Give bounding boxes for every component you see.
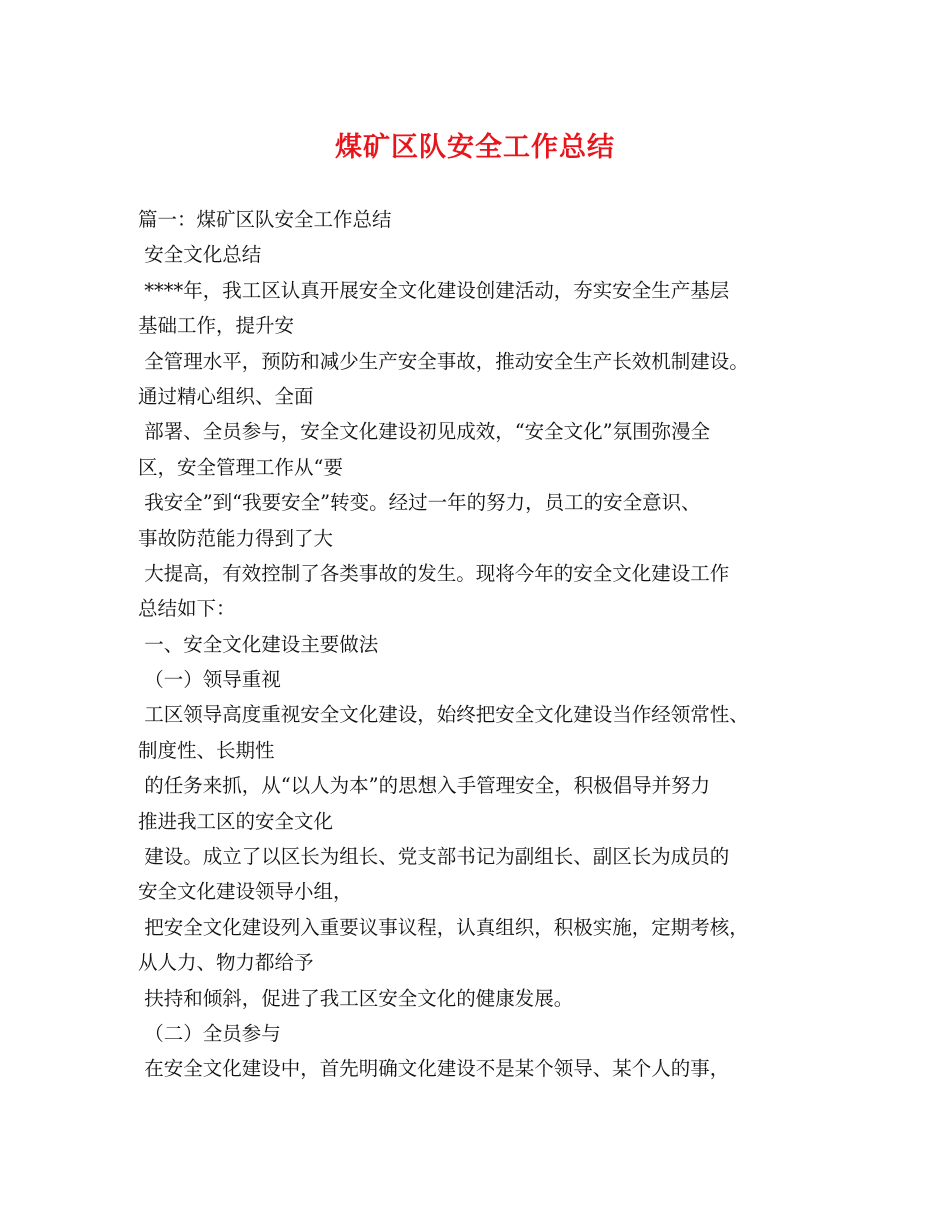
text-line: 在安全文化建设中，首先明确文化建设不是某个领导、某个人的事， <box>138 1057 730 1081</box>
text-line: 我安全”到“我要安全”转变。经过一年的努力，员工的安全意识、 <box>138 491 701 515</box>
text-line: 全管理水平，预防和减少生产安全事故，推动安全生产长效机制建设。 <box>138 349 749 373</box>
text-line: 部署、全员参与，安全文化建设初见成效，“安全文化”氛围弥漫全 <box>138 420 711 444</box>
text-line: 的任务来抓，从“以人为本”的思想入手管理安全，积极倡导并努力 <box>138 774 711 798</box>
text-line: 建设。成立了以区长为组长、党支部书记为副组长、副区长为成员的 <box>138 845 730 869</box>
text-line: 安全文化建设领导小组， <box>138 880 353 904</box>
text-line: 扶持和倾斜，促进了我工区安全文化的健康发展。 <box>138 986 574 1010</box>
subsection-heading: （一）领导重视 <box>138 668 281 692</box>
text-line: 总结如下： <box>138 597 236 621</box>
section-heading: 一、安全文化建设主要做法 <box>138 632 379 656</box>
text-line: 通过精心组织、全面 <box>138 384 314 408</box>
text-line: 制度性、长期性 <box>138 738 275 762</box>
text-line: 从人力、物力都给予 <box>138 951 314 975</box>
text-line: 区，安全管理工作从“要 <box>138 455 343 479</box>
document-title: 煤矿区队安全工作总结 <box>335 132 615 163</box>
text-line: 工区领导高度重视安全文化建设，始终把安全文化建设当作经领常性、 <box>138 703 749 727</box>
text-line: 篇一：煤矿区队安全工作总结 <box>138 208 392 231</box>
text-line: 把安全文化建设列入重要议事议程，认真组织，积极实施，定期考核， <box>138 915 749 939</box>
text-line: ****年，我工区认真开展安全文化建设创建活动，夯实安全生产基层 <box>138 278 730 302</box>
text-line: 安全文化总结 <box>138 243 262 267</box>
text-line: 大提高，有效控制了各类事故的发生。现将今年的安全文化建设工作 <box>138 561 730 585</box>
text-line: 事故防范能力得到了大 <box>138 526 334 550</box>
text-line: 推进我工区的安全文化 <box>138 809 334 833</box>
text-line: 基础工作，提升安 <box>138 314 295 338</box>
document-body <box>138 202 838 1087</box>
subsection-heading: （二）全员参与 <box>138 1021 281 1045</box>
